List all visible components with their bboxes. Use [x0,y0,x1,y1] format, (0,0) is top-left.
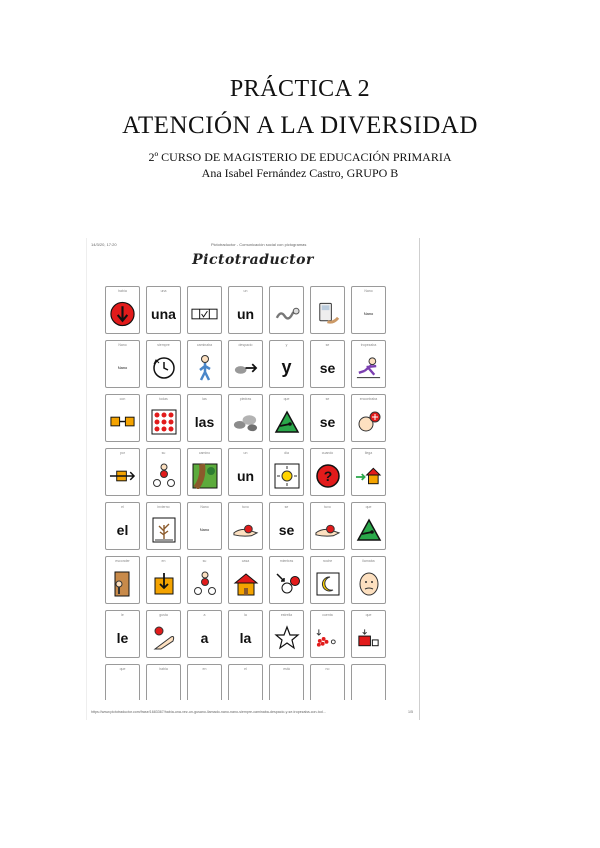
card-caption: un [243,451,248,455]
pictogram-card [310,502,345,550]
card-caption: Nano [200,505,209,509]
card-caption: camino [198,451,211,455]
card-caption: invierno [157,505,170,509]
card-caption: su [202,559,207,563]
card-caption: que [283,397,290,401]
card-caption: que [119,667,126,671]
pictogram-card [351,502,386,550]
card-caption: se [325,397,330,401]
card-word: un [236,467,255,484]
with-icon [109,415,136,429]
pictogram-card [105,394,140,442]
find-face-icon [356,409,382,435]
card-caption: la [244,613,247,617]
pictogram-card [228,286,263,334]
pictogram-card [269,394,304,442]
pictogram-card [228,340,263,388]
pictogram-card [269,448,304,496]
card-caption: tropezaba [360,343,377,347]
pictogram-card [269,340,304,388]
card-caption: que [365,505,372,509]
card-word: las [194,413,215,430]
pictogram-card [146,502,181,550]
pictogram-card [105,556,140,604]
star-icon [274,625,300,651]
card-caption: llamaba [362,559,375,563]
card-word: se [319,359,336,376]
card-word: Nano [117,365,128,370]
screenshot-footer [91,710,413,714]
walking-person-icon [195,354,215,382]
pictogram-card [351,340,386,388]
card-caption: cuenta [322,613,333,617]
pictogram-card [187,556,222,604]
pictogram-card [228,556,263,604]
card-caption: encontraba [359,397,378,401]
card-caption: habla [159,667,168,671]
hide-door-icon [111,570,135,598]
svg-text:?: ? [323,467,332,484]
all-dots-icon [151,409,177,435]
pictotraductor-screenshot [86,238,420,720]
question-icon [315,463,341,489]
pictogram-card [146,394,181,442]
pictogram-card [228,502,263,550]
page-title: PRÁCTICA 2 [229,76,371,102]
card-caption: tuvo [242,505,249,509]
count-icon [314,627,341,649]
pictogram-card [146,448,181,496]
card-word: Nano [199,527,210,532]
winter-tree-icon [152,517,176,543]
screenshot-header [91,242,415,247]
card-word: la [239,629,252,646]
pictogram-card [146,340,181,388]
possessive-icon [151,463,177,489]
card-caption: las [202,397,207,401]
pictogram-card [310,448,345,496]
pictogram-card [146,286,181,334]
card-word: una [151,305,176,322]
card-word: Nano [363,311,374,316]
possessive-icon [192,571,218,597]
card-caption: Nano [118,343,127,347]
triangle-pointer-icon [356,518,382,542]
card-caption: tuvo [324,505,331,509]
card-word: y [281,357,292,377]
path-landscape-icon [192,463,218,489]
hand-holding-icon [314,521,341,539]
card-word: se [278,521,295,538]
card-caption: el [121,505,124,509]
pictogram-card [351,556,386,604]
card-caption: gusta [159,613,168,617]
card-caption: estrella [280,613,293,617]
slow-arrow-icon [232,358,259,378]
card-caption: y [285,343,288,347]
pictogram-card [269,556,304,604]
card-caption: se [325,343,330,347]
screenshot-page-title: Pictotraductor - Comunicación social con pictogramas [211,242,307,247]
sun-day-icon [274,463,300,489]
card-caption: mientras [279,559,294,563]
card-word: un [236,305,255,322]
stones-icon [232,411,259,433]
pictogram-card [105,610,140,658]
hand-holding-icon [232,521,259,539]
card-caption: llega [364,451,373,455]
card-caption: cuando [321,451,334,455]
pictogram-card [187,394,222,442]
pictogram-card [310,556,345,604]
card-caption: en [202,667,207,671]
pictogram-card [105,502,140,550]
pictogram-card [105,340,140,388]
pictogram-card [310,340,345,388]
screenshot-timestamp: 14/3/20, 17:20 [91,242,117,247]
pictogram-card [310,610,345,658]
card-caption: Nano [364,289,373,293]
pictogram-card [351,610,386,658]
pictogram-card [351,286,386,334]
pictogram-card [269,286,304,334]
card-caption: casa [241,559,250,563]
pictogram-card [269,502,304,550]
house-icon [233,572,259,596]
while-arrow-icon [274,571,300,597]
card-caption: se [284,505,289,509]
pictogram-card [187,610,222,658]
card-caption: que [365,613,372,617]
card-caption: a [203,613,206,617]
card-word: se [319,413,336,430]
through-arrow-icon [109,468,136,484]
pictogram-card [146,610,181,658]
tripping-person-icon [355,355,382,381]
card-caption: piedras [239,397,252,401]
card-caption: el [244,667,247,671]
card-caption: no [325,667,330,671]
card-caption: había [118,289,127,293]
card-caption: siempre [157,343,170,347]
pictogram-card [187,502,222,550]
page-subtitle: ATENCIÓN A LA DIVERSIDAD [122,112,478,139]
card-word: le [116,629,129,646]
pictogram-card [105,448,140,496]
pictogram-card [105,286,140,334]
footer-url[interactable]: https://www.pictotraductor.com/frase/1683367/había-una-vez-un-gusano-llamado-nano-nano-siempre-caminaba-despacio-y-se-tropezaba-con-tod... [91,710,326,714]
author-line: Ana Isabel Fernández Castro, GRUPO B [201,166,399,180]
down-arrow-circle-icon [109,300,136,328]
that-icon [355,627,382,649]
card-caption: todas [159,397,168,401]
pictogram-card [351,394,386,442]
pictogram-card [310,286,345,334]
card-caption: caminaba [196,343,213,347]
checkbox-icon [191,307,218,321]
card-word: a [200,629,209,646]
card-word: el [116,521,129,538]
pictogram-card [269,610,304,658]
card-caption: un [243,289,248,293]
pictogram-card [351,448,386,496]
pictogram-card [228,448,263,496]
card-caption: día [284,451,289,455]
like-hand-icon [151,625,177,651]
card-caption: está [283,667,290,671]
old-face-icon [357,571,381,597]
card-caption: en [161,559,166,563]
card-caption: con [119,397,126,401]
card-caption: su [161,451,166,455]
worm-icon [273,302,300,326]
pictogram-card [146,556,181,604]
pictogram-card [228,610,263,658]
phone-call-icon [314,300,341,328]
pictogram-card [228,394,263,442]
footer-page-number: 1/5 [408,710,413,714]
pictogram-card [187,448,222,496]
card-caption: esconder [115,559,130,563]
card-caption: una [160,289,167,293]
pictogram-card [187,286,222,334]
clock-cycle-icon [151,355,177,381]
pictogram-card [187,340,222,388]
pictotraductor-logo: Pictotraductor [192,252,314,268]
course-line: 2º CURSO DE MAGISTERIO DE EDUCACIÓN PRIMARIA [148,150,452,164]
in-box-icon [152,572,176,596]
card-caption: despacio [238,343,253,347]
triangle-pointer-icon [274,410,300,434]
card-caption: le [121,613,124,617]
card-caption: por [119,451,126,455]
moon-night-icon [316,572,340,596]
arrive-house-icon [355,465,382,487]
pictogram-card [310,394,345,442]
card-caption: noche [322,559,333,563]
